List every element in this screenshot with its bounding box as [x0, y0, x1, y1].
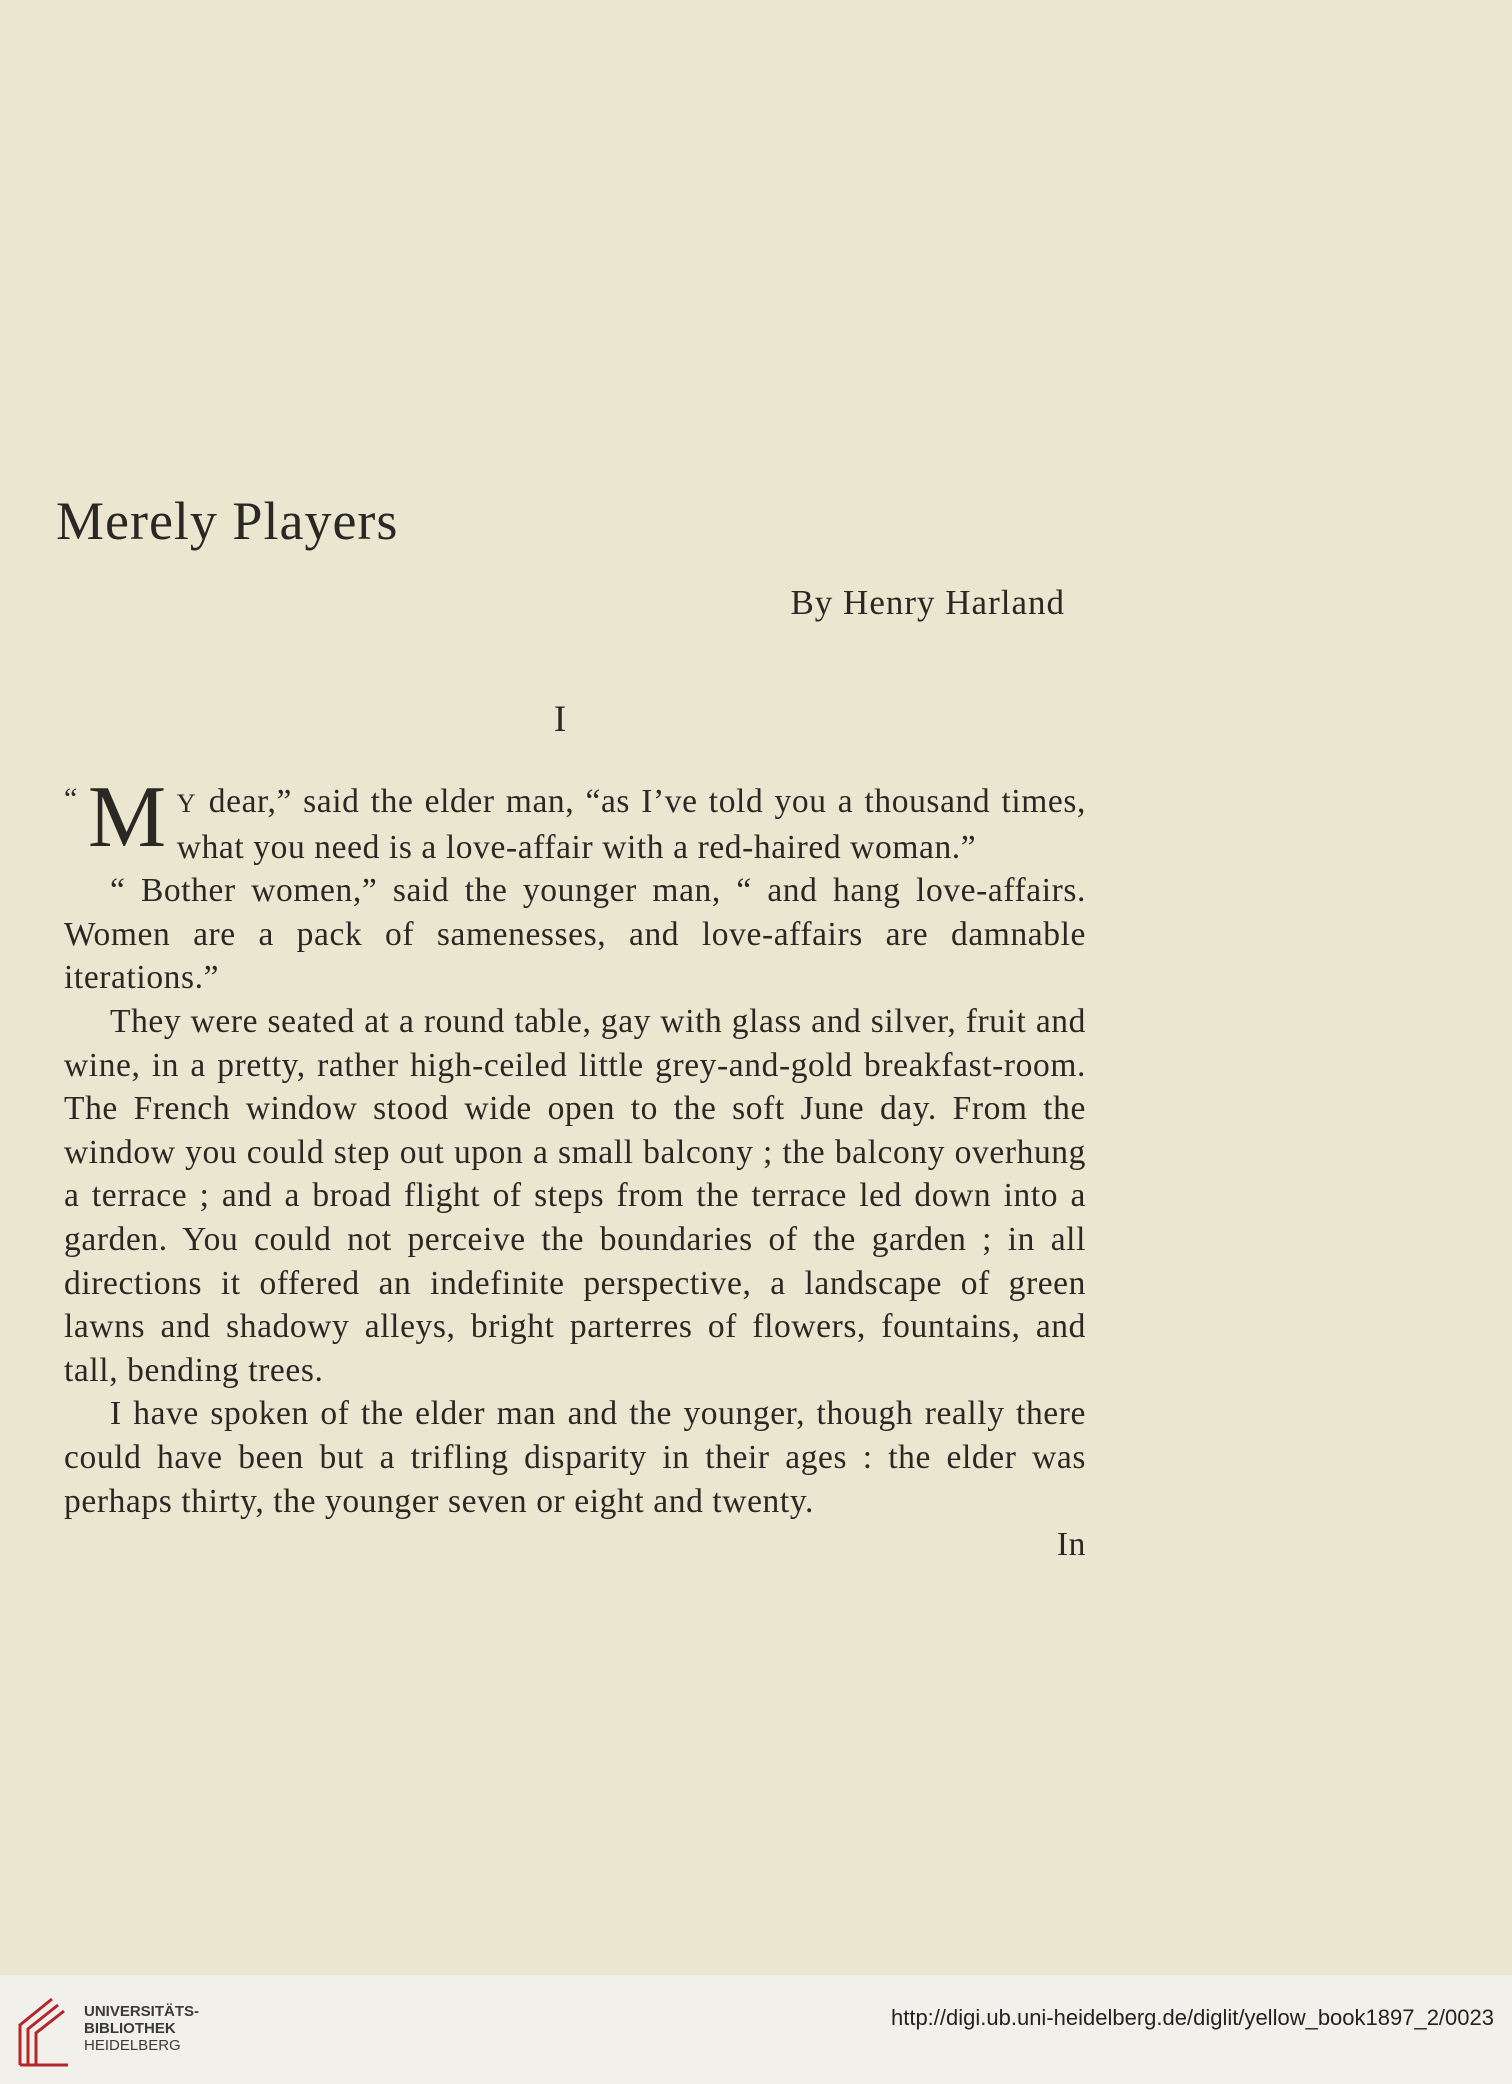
- library-logo-icon: [12, 1995, 72, 2067]
- story-title: Merely Players: [56, 491, 399, 551]
- small-caps-letter: Y: [176, 789, 198, 818]
- author-byline: By Henry Harland: [790, 583, 1065, 622]
- opening-quote: “: [64, 782, 78, 815]
- paragraph: I have spoken of the elder man and the younger, though really there could have been but a trifling disparity in their ages : the elder was perhaps thirty, the younger seven or eight and twenty.: [64, 1395, 1086, 1520]
- opening-paragraph: [64, 769, 1086, 869]
- library-name-line: UNIVERSITÄTS-: [84, 2003, 200, 2020]
- paragraph: “ Bother women,” said the younger man, “ and hang love-affairs. Women are a pack of samenesses, and love-affairs are damnable iterations.”: [64, 872, 1086, 997]
- library-name: [84, 2003, 199, 2054]
- drop-cap: M: [87, 769, 167, 866]
- library-footer: [0, 1975, 1512, 2084]
- section-number: I: [553, 699, 567, 740]
- opening-text: dear,” said the elder man, “as I’ve told you a thousand times, what you need is a love-affair with a red-haired woman.”: [176, 783, 1086, 866]
- library-name-line: BIBLIOTHEK: [84, 2020, 176, 2037]
- source-url-link[interactable]: http://digi.ub.uni-heidelberg.de/diglit/yellow_book1897_2/0023: [890, 2005, 1494, 2030]
- catchword: In: [1056, 1526, 1086, 1564]
- body-text: [64, 769, 1086, 1567]
- paragraph: They were seated at a round table, gay with glass and silver, fruit and wine, in a pretty, rather high-ceiled little grey-and-gold breakfast-room. The French window stood wide open to the soft June day. From the window you could step out upon a small balcony ; the balcony overhung a terrace ; and a broad flight of steps from the terrace led down into a garden. You could not perceive the boundaries of the garden ; in all directions it offered an indefinite perspective, a landscape of green lawns and shadowy alleys, bright parterres of flowers, fountains, and tall, bending trees.: [64, 1002, 1086, 1389]
- library-name-line: HEIDELBERG: [84, 2037, 181, 2054]
